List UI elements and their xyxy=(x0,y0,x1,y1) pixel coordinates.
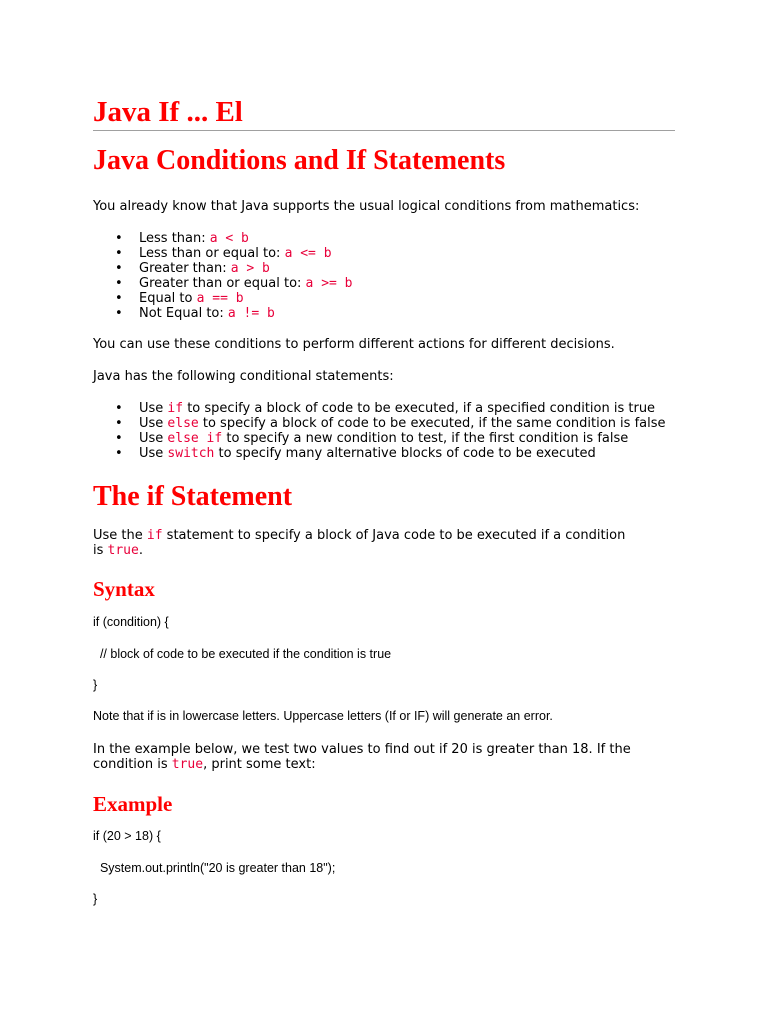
conditions-usage: You can use these conditions to perform different actions for different decisions. xyxy=(93,337,615,352)
statements-list xyxy=(93,401,666,461)
list-item: • Less than: a < b xyxy=(93,231,353,246)
conditions-intro: You already know that Java supports the usual logical conditions from mathematics: xyxy=(93,199,640,214)
syntax-line-2: // block of code to be executed if the condition is true xyxy=(93,647,392,661)
statements-intro: Java has the following conditional statements: xyxy=(93,369,394,384)
conditions-heading: Java Conditions and If Statements xyxy=(93,145,506,176)
list-item: • Greater than or equal to: a >= b xyxy=(93,276,353,291)
list-item: • Equal to a == b xyxy=(93,291,353,306)
example-line-3: } xyxy=(93,892,98,906)
if-statement-heading: The if Statement xyxy=(93,481,293,512)
list-item: • Use switch to specify many alternative blocks of code to be executed xyxy=(93,446,666,461)
list-item: • Not Equal to: a != b xyxy=(93,306,353,321)
list-item: • Use if to specify a block of code to be executed, if a specified condition is true xyxy=(93,401,666,416)
example-heading: Example xyxy=(93,792,173,816)
example-intro-line1: In the example below, we test two values to find out if 20 is greater than 18. If the xyxy=(93,742,631,757)
title-divider xyxy=(93,130,675,131)
syntax-line-3: } xyxy=(93,678,98,692)
example-line-2: System.out.println("20 is greater than 18"); xyxy=(93,861,336,875)
list-item: • Use else to specify a block of code to be executed, if the same condition is false xyxy=(93,416,666,431)
conditions-list xyxy=(93,231,353,321)
if-description-line1: Use the if statement to specify a block of Java code to be executed if a condition xyxy=(93,528,626,543)
list-item: • Greater than: a > b xyxy=(93,261,353,276)
example-line-1: if (20 > 18) { xyxy=(93,829,161,843)
example-intro-line2: condition is true, print some text: xyxy=(93,757,316,772)
list-item: • Use else if to specify a new condition to test, if the first condition is false xyxy=(93,431,666,446)
syntax-heading: Syntax xyxy=(93,577,155,601)
case-note: Note that if is in lowercase letters. Uppercase letters (If or IF) will generate an error. xyxy=(93,709,553,723)
if-description-line2: is true. xyxy=(93,543,143,558)
page-title: Java If ... El xyxy=(93,96,243,128)
list-item: • Less than or equal to: a <= b xyxy=(93,246,353,261)
syntax-line-1: if (condition) { xyxy=(93,615,169,629)
